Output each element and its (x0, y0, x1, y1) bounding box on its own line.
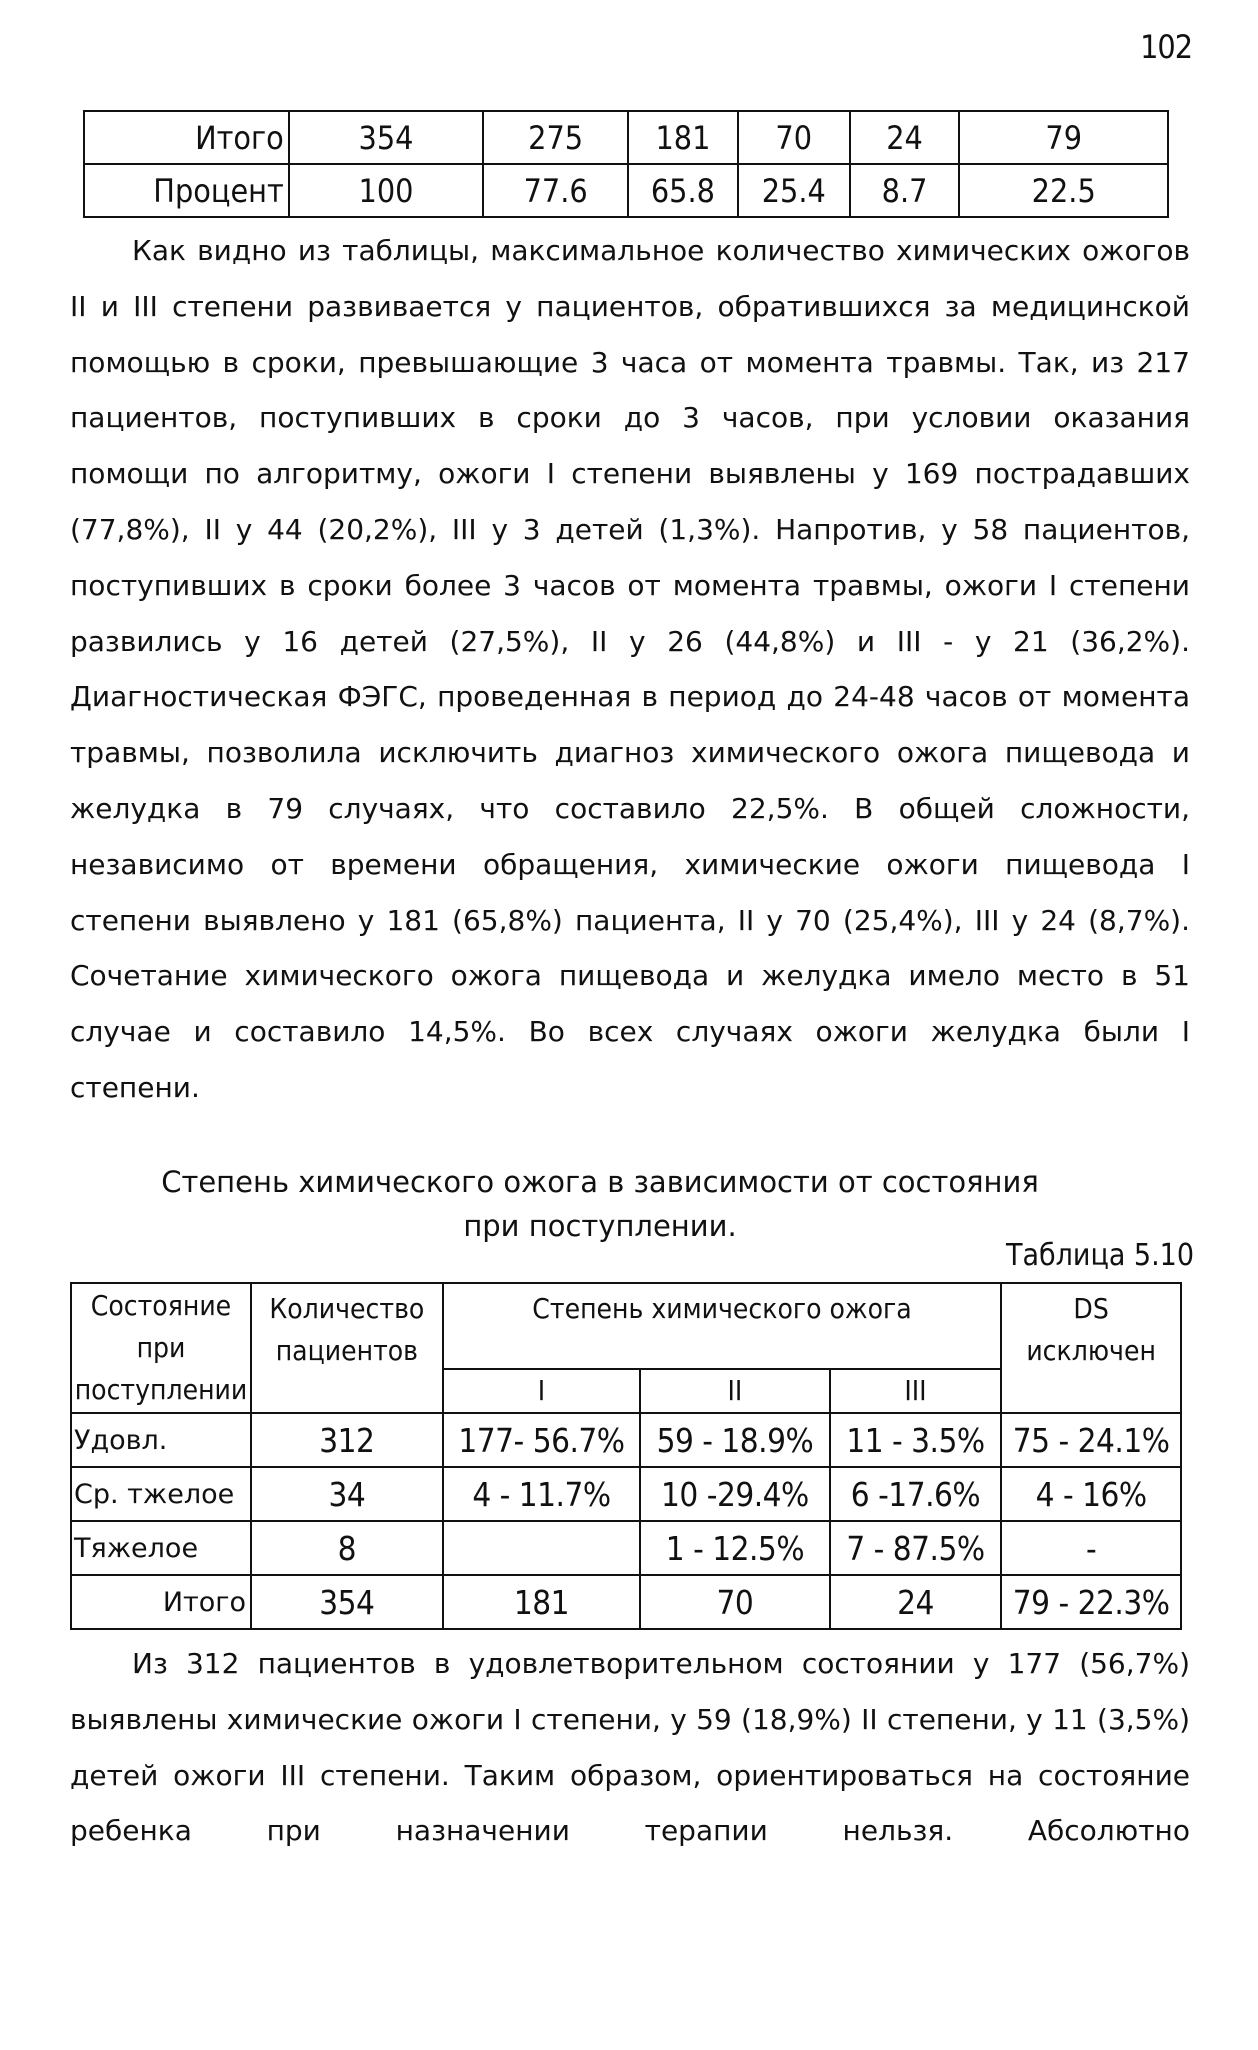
header-text: поступлении (74, 1373, 248, 1406)
header-degree-3: III (830, 1369, 1002, 1413)
header-text: при (136, 1331, 186, 1364)
summary-row-label: Итого (84, 111, 289, 164)
body-paragraph-2: Из 312 пациентов в удовлетворительном состоянии у 177 (56,7%) выявлены химические ожоги I степени, у 59 (18,9%) II степени, у 11 (3,5%) детей ожоги III степени. Таким образом, ориентироваться на состояние ребенка при назначении терапии нельзя. Абсолютно (70, 1647, 1190, 1848)
table-row-total (71, 1575, 1181, 1629)
summary-cell: 181 (628, 111, 738, 164)
row-condition: Удовл. (71, 1413, 251, 1467)
table-row (71, 1467, 1181, 1521)
row-grade-1: 4 - 11.7% (443, 1467, 640, 1521)
header-text: пациентов (275, 1334, 419, 1367)
table-row (71, 1521, 1181, 1575)
row-grade-2: 1 - 12.5% (640, 1521, 830, 1575)
header-row (71, 1283, 1181, 1369)
row-ds: 4 - 16% (1001, 1467, 1181, 1521)
row-grade-3: 24 (830, 1575, 1002, 1629)
summary-cell: 70 (738, 111, 850, 164)
summary-cell: 275 (483, 111, 628, 164)
row-grade-2: 70 (640, 1575, 830, 1629)
summary-cell: 8.7 (850, 164, 960, 217)
row-condition: Тяжелое (71, 1521, 251, 1575)
row-count: 8 (251, 1521, 443, 1575)
summary-cell: 354 (289, 111, 484, 164)
header-condition (71, 1283, 251, 1413)
row-grade-3: 6 -17.6% (830, 1467, 1002, 1521)
row-ds: 79 - 22.3% (1001, 1575, 1181, 1629)
summary-cell: 24 (850, 111, 960, 164)
table-row (71, 1413, 1181, 1467)
summary-cell: 100 (289, 164, 484, 217)
summary-row-label: Процент (84, 164, 289, 217)
summary-cell: 77.6 (483, 164, 628, 217)
header-degree-2: II (640, 1369, 830, 1413)
row-count: 312 (251, 1413, 443, 1467)
burn-grade-table (70, 1282, 1182, 1630)
summary-cell: 25.4 (738, 164, 850, 217)
body-paragraph-1: Как видно из таблицы, максимальное количество химических ожогов II и III степени развивается у пациентов, обратившихся за медицинской помощью в сроки, превышающие 3 часа от момента травмы. Так, из 217 пациентов, поступивших в сроки до 3 часов, при условии оказания помощи по алгоритму, ожоги I степени выявлены у 169 пострадавших (77,8%), II у 44 (20,2%), III у 3 детей (1,3%). Напротив, у 58 пациентов, поступивших в сроки более 3 часов от момента травмы, ожоги I степени развились у 16 детей (27,5%), II у 26 (44,8%) и III - у 21 (36,2%). Диагностическая ФЭГС, проведенная в период до 24-48 часов от момента травмы, позволила исключить диагноз химического ожога пищевода и желудка в 79 случаях, что составило 22,5%. В общей сложности, независимо от времени обращения, химические ожоги пищевода I степени выявлено у 181 (65,8%) пациента, II у 70 (25,4%), III у 24 (8,7%). Сочетание химического ожога пищевода и желудка имело место в 51 случае и составило 14,5%. Во всех случаях ожоги желудка были I степени. (70, 234, 1190, 1104)
row-count: 354 (251, 1575, 443, 1629)
header-text: Состояние (90, 1289, 232, 1322)
summary-cell: 65.8 (628, 164, 738, 217)
row-count: 34 (251, 1467, 443, 1521)
summary-row-percent (84, 164, 1168, 217)
row-condition: Итого (71, 1575, 251, 1629)
row-ds: - (1001, 1521, 1181, 1575)
header-degree: Степень химического ожога (443, 1283, 1001, 1369)
row-grade-1 (443, 1521, 640, 1575)
row-grade-1: 177- 56.7% (443, 1413, 640, 1467)
row-grade-2: 59 - 18.9% (640, 1413, 830, 1467)
row-ds: 75 - 24.1% (1001, 1413, 1181, 1467)
row-grade-3: 7 - 87.5% (830, 1521, 1002, 1575)
page-number: 102 (1140, 28, 1192, 66)
table-number: Таблица 5.10 (1006, 1238, 1194, 1273)
header-text: Количество (269, 1292, 425, 1325)
summary-row-total (84, 111, 1168, 164)
summary-cell: 22.5 (959, 164, 1168, 217)
header-text: исключен (1026, 1334, 1156, 1367)
header-degree-1: I (443, 1369, 640, 1413)
row-condition: Ср. тжелое (71, 1467, 251, 1521)
table-caption: Степень химического ожога в зависимости от состояния при поступлении. (161, 1165, 1039, 1243)
row-grade-2: 10 -29.4% (640, 1467, 830, 1521)
row-grade-1: 181 (443, 1575, 640, 1629)
header-ds-excluded (1001, 1283, 1181, 1413)
header-text: DS (1073, 1292, 1109, 1325)
row-grade-3: 11 - 3.5% (830, 1413, 1002, 1467)
summary-cell: 79 (959, 111, 1168, 164)
header-count (251, 1283, 443, 1413)
summary-table (83, 110, 1169, 218)
